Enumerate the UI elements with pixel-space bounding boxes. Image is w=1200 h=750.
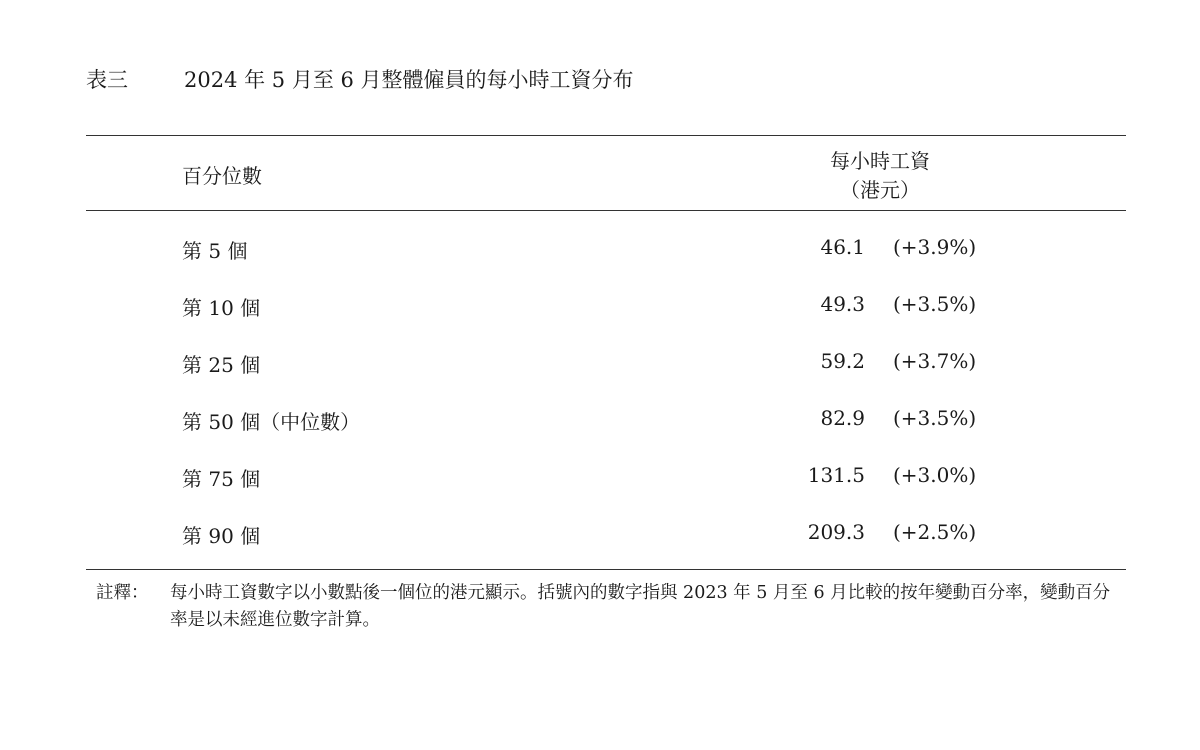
- table-title: [86, 64, 634, 94]
- yoy-change: (+2.5%): [893, 520, 977, 544]
- table-row: [0, 520, 1200, 550]
- percentile-label: 第 75 個: [182, 467, 261, 491]
- yoy-change: (+3.9%): [893, 235, 977, 259]
- percentile-label: 第 10 個: [182, 296, 261, 320]
- wage-column-header: [780, 147, 980, 205]
- percentile-label: 第 50 個（中位數）: [182, 410, 361, 434]
- table-number: 表三: [86, 68, 128, 92]
- table-caption: 2024 年 5 月至 6 月整體僱員的每小時工資分布: [184, 68, 634, 92]
- wage-value: 131.5: [807, 463, 865, 487]
- wage-value: 49.3: [820, 292, 865, 316]
- yoy-change: (+3.7%): [893, 349, 977, 373]
- table-top-rule: [86, 135, 1126, 136]
- header-separator-rule: [86, 210, 1126, 211]
- wage-header-line1: 每小時工資: [830, 149, 930, 173]
- wage-value: 59.2: [820, 349, 865, 373]
- percentile-label: 第 90 個: [182, 524, 261, 548]
- percentile-label: 第 5 個: [182, 239, 248, 263]
- wage-value: 209.3: [807, 520, 865, 544]
- table-row: [0, 349, 1200, 379]
- table-row: [0, 235, 1200, 265]
- wage-value: 82.9: [820, 406, 865, 430]
- yoy-change: (+3.5%): [893, 406, 977, 430]
- table-row: [0, 406, 1200, 436]
- yoy-change: (+3.0%): [893, 463, 977, 487]
- table-bottom-rule: [86, 569, 1126, 570]
- table-row: [0, 463, 1200, 493]
- percentile-column-header: 百分位數: [182, 164, 262, 188]
- percentile-label: 第 25 個: [182, 353, 261, 377]
- note-text: 每小時工資數字以小數點後一個位的港元顯示。括號內的數字指與 2023 年 5 月至 6 月比較的按年變動百分率，變動百分率是以未經進位數字計算。: [170, 583, 1111, 630]
- wage-header-line2: （港元）: [840, 178, 920, 202]
- yoy-change: (+3.5%): [893, 292, 977, 316]
- table-row: [0, 292, 1200, 322]
- wage-value: 46.1: [820, 235, 865, 259]
- note-label: 註釋：: [96, 583, 149, 603]
